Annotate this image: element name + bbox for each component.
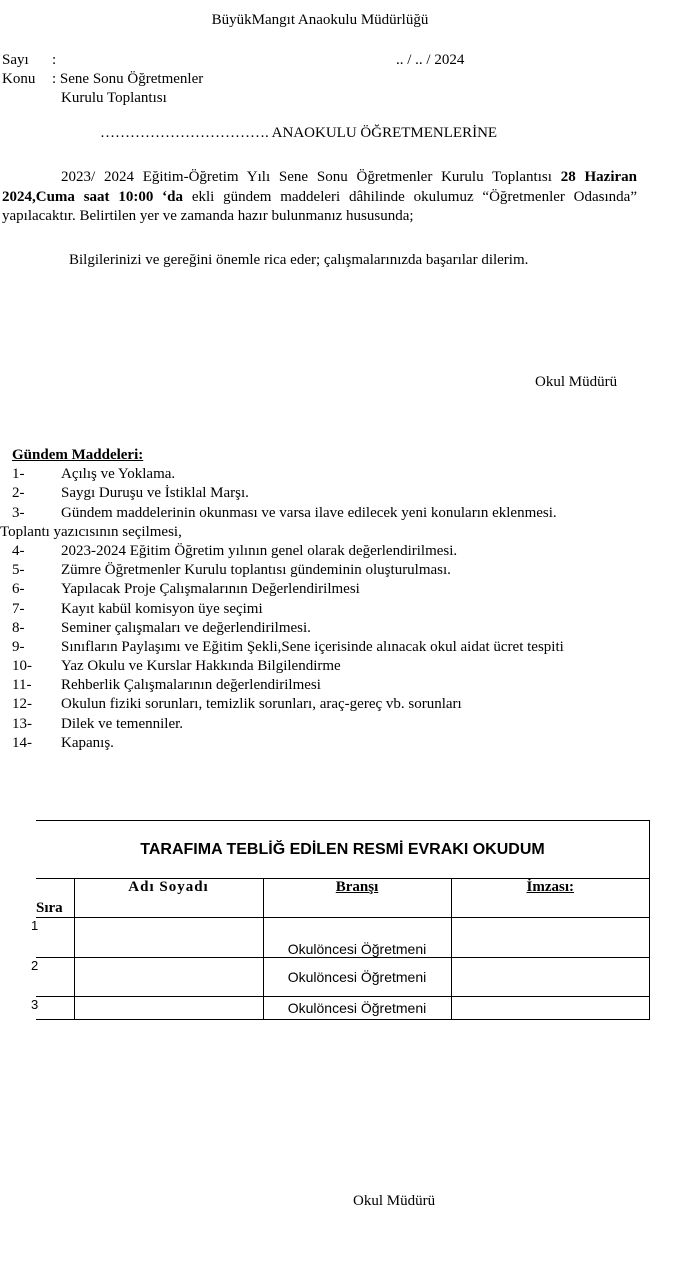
name-cell[interactable] bbox=[74, 997, 263, 1020]
acknowledgement-table bbox=[31, 820, 650, 1020]
column-header-branch: Branşı bbox=[263, 879, 451, 918]
table-row bbox=[36, 997, 650, 1020]
agenda-item: 1- Açılış ve Yoklama. bbox=[12, 466, 176, 483]
konu-line-2: Kurulu Toplantısı bbox=[61, 90, 167, 106]
table-row bbox=[36, 958, 650, 997]
konu-line-1: : Sene Sonu Öğretmenler bbox=[52, 71, 204, 87]
school-title: BüyükMangıt Anaokulu Müdürlüğü bbox=[211, 12, 429, 28]
signature-cell[interactable] bbox=[451, 997, 650, 1020]
agenda-item-continuation: Toplantı yazıcısının seçilmesi, bbox=[0, 523, 182, 540]
agenda-item: 2- Saygı Duruşu ve İstiklal Marşı. bbox=[12, 485, 249, 502]
agenda-item: 11- Rehberlik Çalışmalarının değerlendirilmesi bbox=[12, 677, 321, 694]
name-cell[interactable] bbox=[74, 958, 263, 997]
table-row bbox=[36, 918, 650, 958]
row-number: 1 bbox=[36, 918, 74, 958]
agenda-item: 6- Yapılacak Proje Çalışmalarının Değerlendirilmesi bbox=[12, 581, 360, 598]
agenda-item: 10- Yaz Okulu ve Kurslar Hakkında Bilgilendirme bbox=[12, 658, 341, 675]
closing-sentence: Bilgilerinizi ve gereğini önemle rica eder; çalışmalarınızda başarılar dilerim. bbox=[69, 252, 529, 268]
sayi-label: Sayı bbox=[2, 52, 29, 68]
agenda-item: 14- Kapanış. bbox=[12, 734, 114, 751]
branch-cell: Okulöncesi Öğretmeni bbox=[263, 958, 451, 997]
column-header-name: Adı Soyadı bbox=[74, 879, 263, 918]
agenda-title: Gündem Maddeleri: bbox=[12, 447, 144, 463]
agenda-section bbox=[0, 446, 652, 753]
row-number: 3 bbox=[36, 997, 74, 1020]
principal-signature-bottom: Okul Müdürü bbox=[353, 1193, 436, 1209]
name-cell[interactable] bbox=[74, 918, 263, 958]
document-date: .. / .. / 2024 bbox=[396, 52, 465, 68]
addressee-line: ……………………………. ANAOKULU ÖĞRETMENLERİNE bbox=[100, 125, 498, 141]
branch-cell: Okulöncesi Öğretmeni bbox=[263, 918, 451, 958]
agenda-item: 13- Dilek ve temenniler. bbox=[12, 715, 184, 732]
sayi-value: : bbox=[52, 52, 57, 68]
column-header-signature: İmzası: bbox=[451, 879, 650, 918]
table-title: TARAFIMA TEBLİĞ EDİLEN RESMİ EVRAKI OKUDUM bbox=[36, 821, 650, 879]
meeting-datetime: 28 Haziran 2024,Cuma saat 10:00 ‘da bbox=[2, 169, 637, 205]
agenda-item: 5- Zümre Öğretmenler Kurulu toplantısı gündeminin oluşturulması. bbox=[12, 562, 451, 579]
agenda-item: 3- Gündem maddelerinin okunması ve varsa ilave edilecek yeni konuların eklenmesi. bbox=[12, 504, 557, 521]
column-header-sira: Sıra bbox=[36, 879, 74, 918]
paragraph-start: 2023/ 2024 Eğitim-Öğretim Yılı Sene Sonu Öğretmenler Kurulu Toplantısı bbox=[61, 169, 552, 185]
agenda-item: 9- Sınıfların Paylaşımı ve Eğitim Şekli,Sene içerisinde alınacak okul aidat ücret tespiti bbox=[12, 638, 564, 655]
agenda-item: 12- Okulun fiziki sorunları, temizlik sorunları, araç-gereç vb. sorunları bbox=[12, 696, 462, 713]
signature-cell[interactable] bbox=[451, 958, 650, 997]
paragraph-end: ekli gündem maddeleri dâhilinde okulumuz “Öğretmenler Odasında” yapılacaktır. Belirtilen yer ve zamanda hazır bulunmanız hususunda; bbox=[2, 188, 637, 224]
invitation-paragraph bbox=[2, 168, 637, 227]
konu-label: Konu bbox=[2, 71, 36, 87]
agenda-item: 4- 2023-2024 Eğitim Öğretim yılının genel olarak değerlendirilmesi. bbox=[12, 542, 458, 559]
principal-signature-top: Okul Müdürü bbox=[535, 374, 618, 390]
signature-cell[interactable] bbox=[451, 918, 650, 958]
branch-cell: Okulöncesi Öğretmeni bbox=[263, 997, 451, 1020]
agenda-item: 8- Seminer çalışmaları ve değerlendirilmesi. bbox=[12, 619, 311, 636]
agenda-item: 7- Kayıt kabül komisyon üye seçimi bbox=[12, 600, 263, 617]
row-number: 2 bbox=[36, 958, 74, 997]
